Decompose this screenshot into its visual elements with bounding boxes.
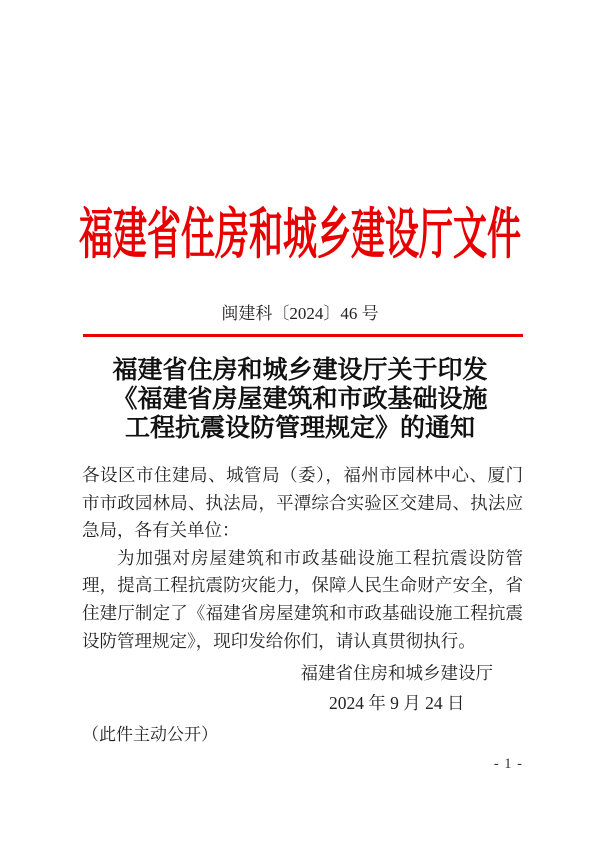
notice-title-line-2: 《福建省房屋建筑和市政基础设施 — [112, 386, 488, 413]
issue-date: 2024 年 9 月 24 日 — [328, 693, 465, 713]
notice-title-line-3: 工程抗震设防管理规定》的通知 — [124, 415, 475, 442]
notice-title-line-1: 福建省住房和城乡建设厅关于印发 — [112, 357, 488, 384]
main-paragraph: 为加强对房屋建筑和市政基础设施工程抗震设防管理，提高工程抗震防灾能力，保障人民生命财产安全，省住建厅制定了《福建省房屋建筑和市政基础设施工程抗震设防管理规定》，现印发给你们，请认真贯彻执行。 — [82, 547, 523, 651]
signature-block — [301, 658, 494, 718]
recipients-paragraph: 各设区市住建局、城管局（委），福州市园林中心、厦门市市政园林局、执法局，平潭综合实验区交建局、执法应急局，各有关单位： — [82, 465, 523, 541]
red-letterhead-title: 福建省住房和城乡建设厅文件 — [79, 206, 521, 267]
disclosure-note: （此件主动公开） — [82, 725, 218, 744]
issuing-authority: 福建省住房和城乡建设厅 — [300, 663, 493, 683]
notice-title — [0, 356, 600, 443]
red-divider-line — [83, 334, 523, 337]
document-number: 闽建科〔2024〕46 号 — [221, 304, 379, 323]
page-number: - 1 - — [493, 756, 523, 772]
notice-body — [82, 462, 523, 655]
